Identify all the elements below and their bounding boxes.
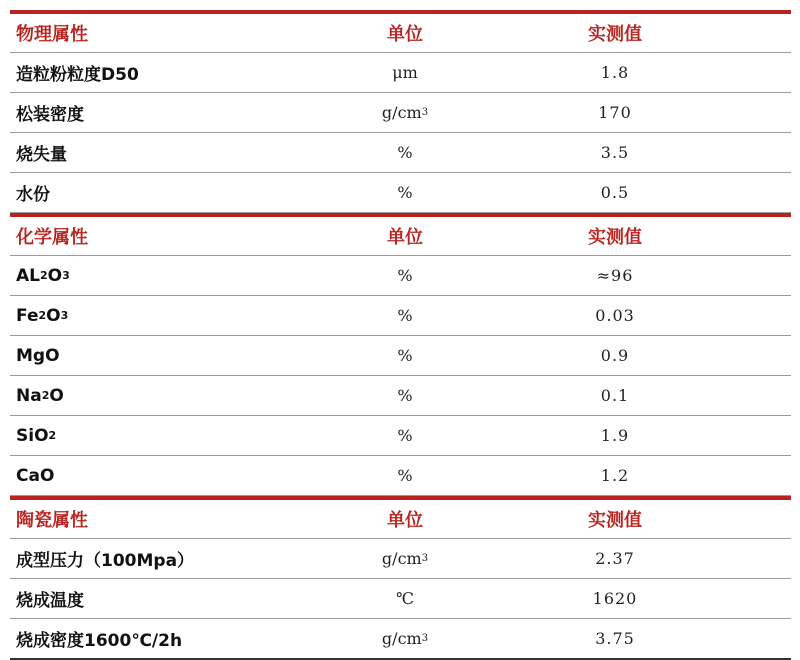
table-row: [10, 93, 791, 133]
measured-header: 实测值: [588, 510, 642, 531]
table-row: [10, 539, 791, 579]
table-row: [10, 256, 791, 296]
property-value: 0.9: [600, 346, 630, 365]
property-value: 170: [598, 103, 632, 122]
property-unit: %: [397, 466, 413, 485]
measured-header: 实测值: [588, 24, 642, 45]
property-name: Na 2 O: [16, 385, 64, 406]
property-name: 松装密度: [16, 105, 84, 125]
section-title: 物理属性: [16, 24, 88, 45]
table-row: [10, 416, 791, 456]
property-name: AL 2 O 3: [16, 265, 70, 286]
property-unit: %: [397, 266, 413, 285]
table-row: [10, 336, 791, 376]
property-value: 1620: [592, 589, 638, 608]
property-name: CaO: [16, 465, 55, 486]
property-value: 3.75: [595, 629, 635, 648]
property-unit: ℃: [396, 589, 414, 608]
property-unit: %: [397, 183, 413, 202]
property-name: SiO 2: [16, 425, 57, 446]
table-row: [10, 53, 791, 93]
properties-table: [10, 10, 791, 660]
property-unit: %: [397, 306, 413, 325]
property-unit: %: [397, 386, 413, 405]
property-name: MgO: [16, 345, 60, 366]
property-unit: g/cm 3: [381, 103, 429, 122]
property-unit: %: [397, 346, 413, 365]
property-name: 成型压力（100Mpa）: [16, 551, 195, 571]
property-name: 烧成温度: [16, 591, 84, 611]
table-row: [10, 619, 791, 660]
property-name: 造粒粉粒度D50: [16, 65, 139, 85]
section-title: 陶瓷属性: [16, 510, 88, 531]
property-name: 烧成密度1600℃/2h: [16, 631, 183, 651]
property-value: 2.37: [595, 549, 635, 568]
section-title: 化学属性: [16, 227, 88, 248]
property-name: 水份: [16, 185, 50, 205]
section-header-physical: [10, 14, 791, 53]
table-row: [10, 133, 791, 173]
table-row: [10, 173, 791, 213]
measured-header: 实测值: [588, 227, 642, 248]
unit-header: 单位: [387, 24, 423, 45]
unit-header: 单位: [387, 510, 423, 531]
property-value: 1.9: [600, 426, 630, 445]
property-unit: μm: [392, 63, 418, 82]
property-value: ≈96: [596, 266, 634, 285]
property-unit: %: [397, 426, 413, 445]
property-value: 0.03: [595, 306, 635, 325]
unit-header: 单位: [387, 227, 423, 248]
property-unit: g/cm 3: [381, 549, 429, 568]
property-value: 1.2: [600, 466, 630, 485]
section-header-chemical: [10, 217, 791, 256]
property-name: 烧失量: [16, 145, 67, 165]
property-value: 3.5: [600, 143, 630, 162]
table-row: [10, 456, 791, 496]
table-row: [10, 376, 791, 416]
section-header-ceramic: [10, 500, 791, 539]
table-row: [10, 296, 791, 336]
property-unit: %: [397, 143, 413, 162]
property-value: 0.5: [600, 183, 630, 202]
table-row: [10, 579, 791, 619]
property-value: 1.8: [600, 63, 630, 82]
property-unit: g/cm 3: [381, 629, 429, 648]
property-name: Fe 2 O 3: [16, 305, 69, 326]
property-value: 0.1: [600, 386, 630, 405]
